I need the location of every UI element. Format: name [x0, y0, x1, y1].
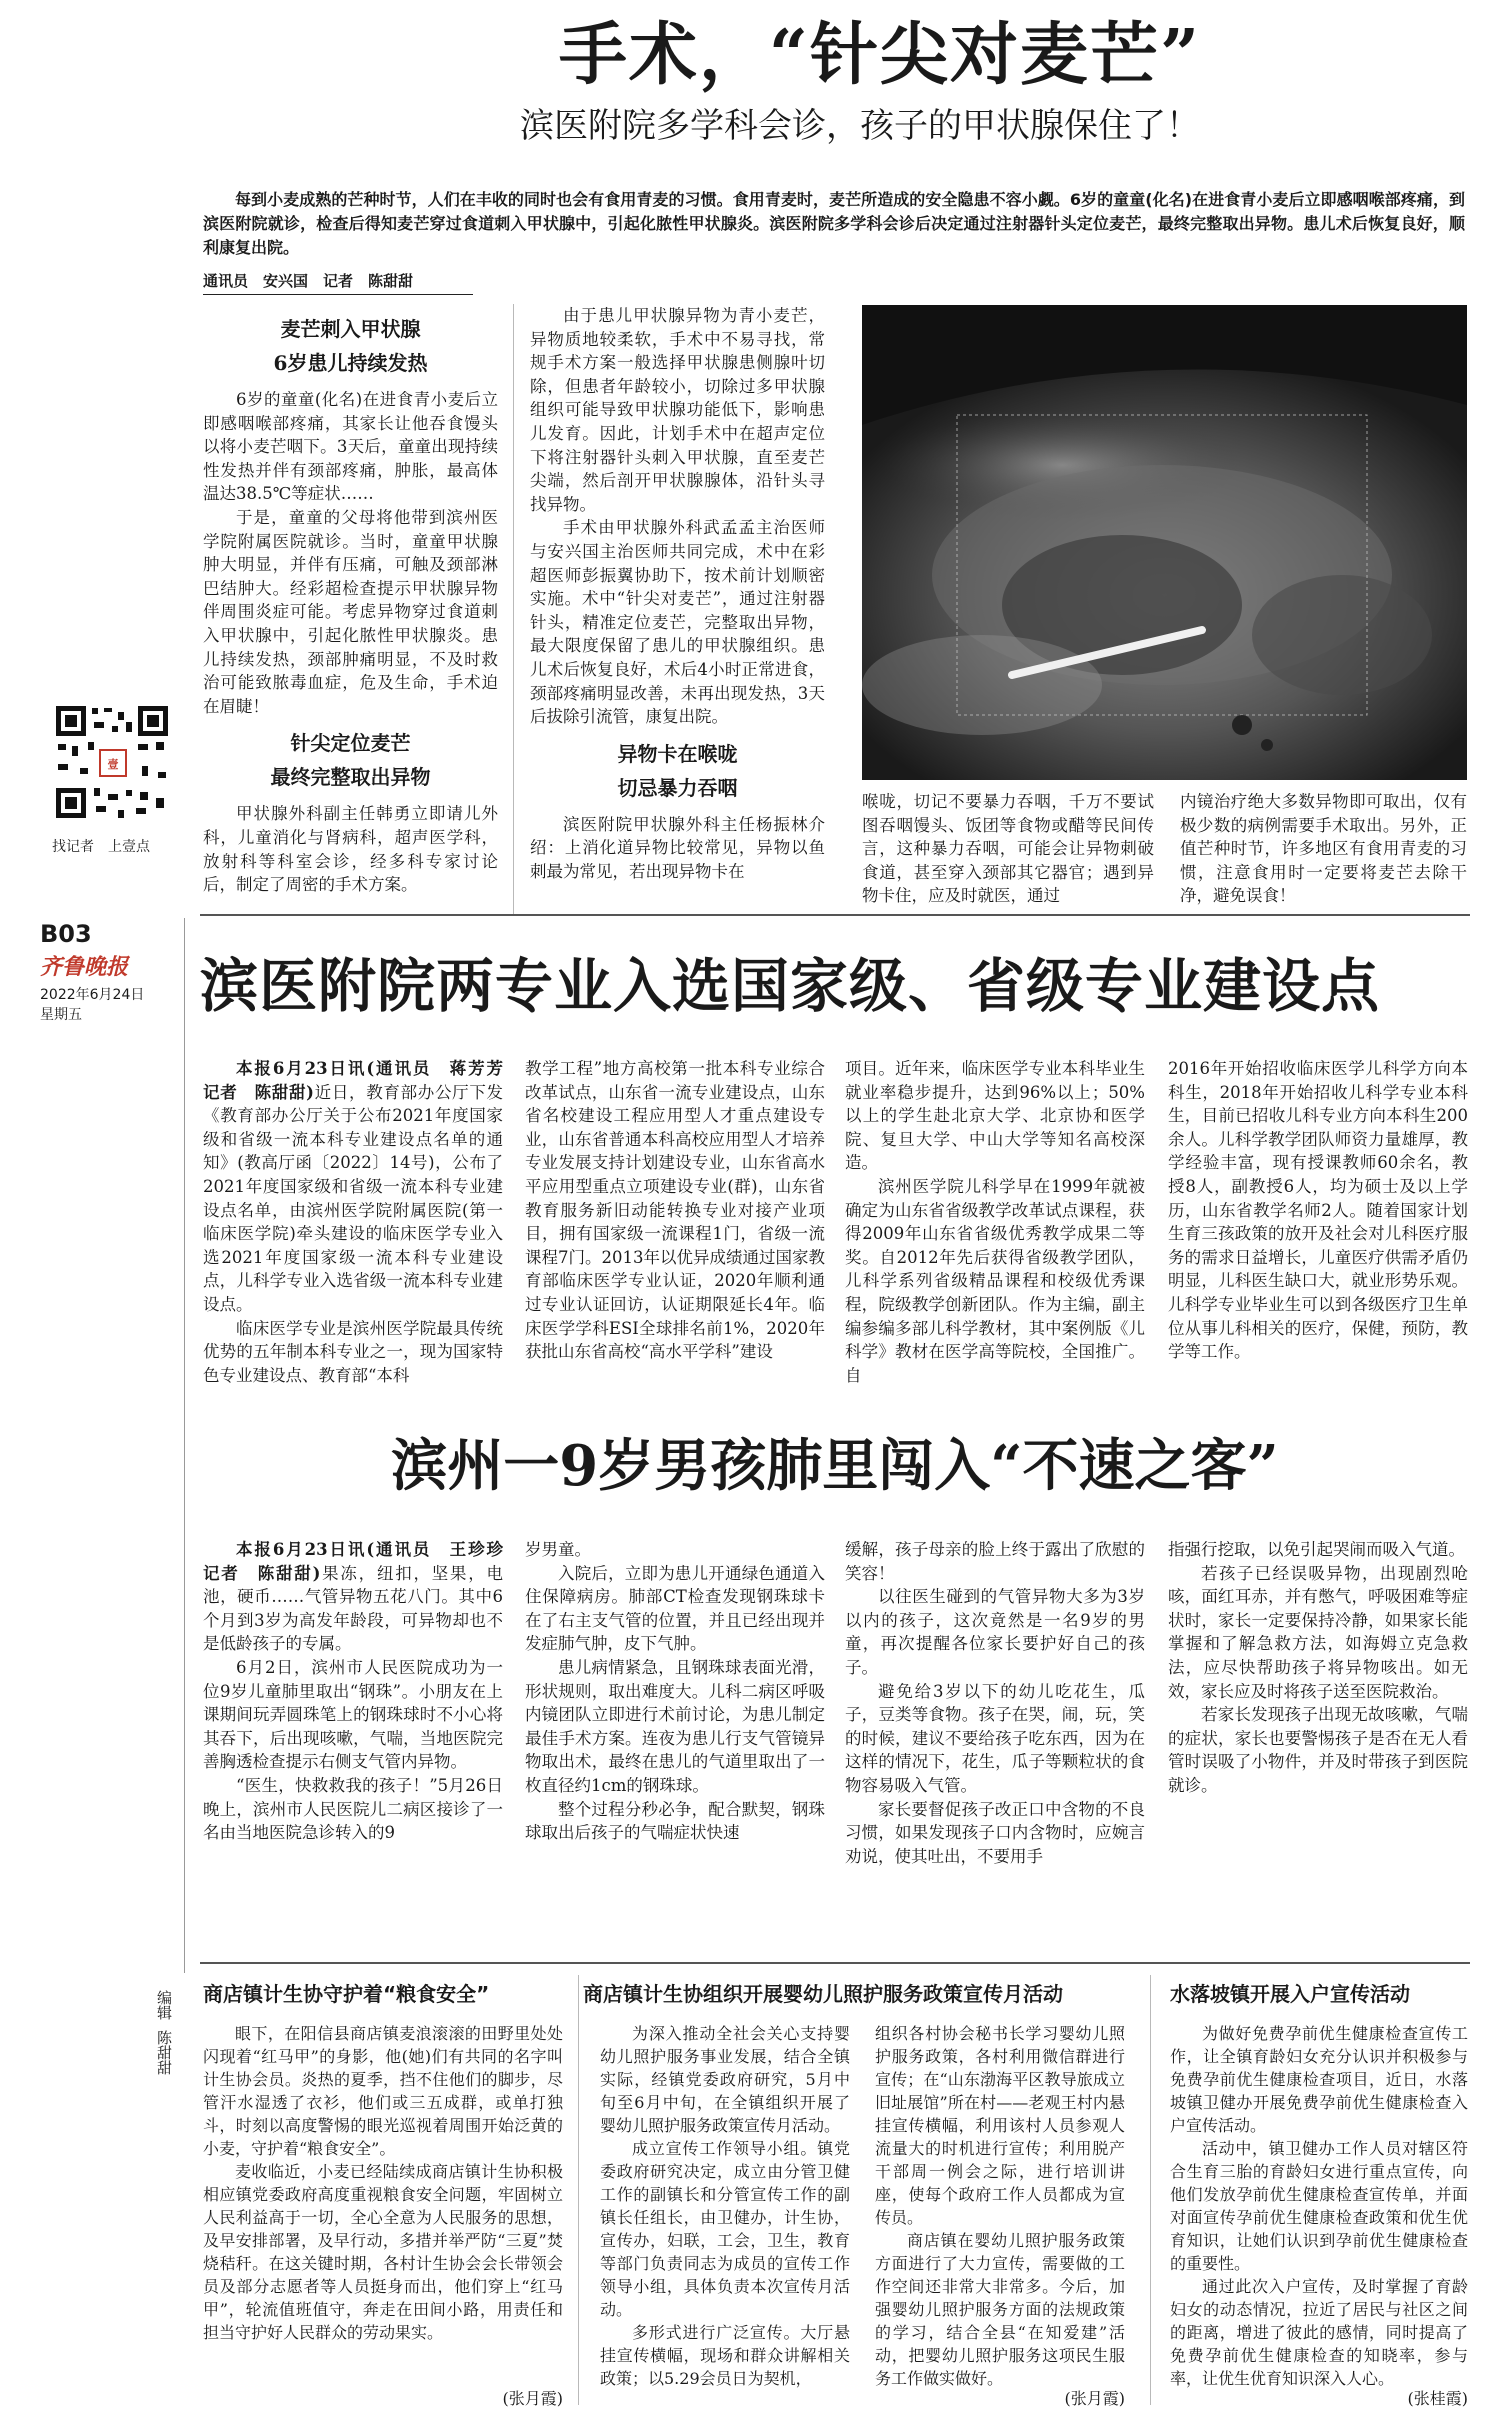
- column-divider: [513, 304, 514, 914]
- story1-byline-rule: [203, 294, 473, 295]
- brief1-body: 眼下，在阳信县商店镇麦浪滚滚的田野里处处闪现着“红马甲”的身影，他(她)们有共同的名字叫计生协会员。炎热的夏季，挡不住他们的脚步，尽管汗水湿透了衣衫，他们或三五成群，或单打独斗，时刻以高度警惕的眼光巡视着周围开始泛黄的小麦，守护着“粮食安全”。 麦收临近，小麦已经陆续成商店镇计生协积极相应镇党委政府高度重视粮食安全问题，牢固树立人民利益高于一切，全心全意为人民服务的思想，及早安排部署，及早行动，多措并举严防“三夏”焚烧秸秆。在这关键时期，各村计生协会会长带领会员及部分志愿者等人员挺身而出，他们穿上“红马甲”，轮流值班值守，奔走在田间小路，用责任和担当守护好人民群众的劳动果实。: [203, 2024, 563, 2342]
- story1-col3: 喉咙，切记不要暴力吞咽，千万不要试图吞咽馒头、饭团等食物或醋等民间传言，这种暴力吞咽，可能会让异物刺破食道，甚至穿入颈部其它器官；遇到异物卡住，应及时就医，通过: [862, 792, 1154, 906]
- story1-col4: 内镜治疗绝大多数异物即可取出，仅有极少数的病例需要手术取出。另外，正值芒种时节，许多地区有食用青麦的习惯，注意食用时一定要将麦芒去除干净，避免误食！: [1180, 792, 1467, 906]
- story3-col4: 指强行挖取，以免引起哭闹而吸入气道。 若孩子已经误吸异物，出现剧烈呛咳，面红耳赤，并有憋气，呼吸困难等症状时，家长一定要保持冷静，如果家长能掌握和了解急救方法，如海姆立克急救法，应尽快帮助孩子将异物咳出。如无效，家长应及时将孩子送至医院救治。 若家长发现孩子出现无故咳嗽，气喘的症状，家长也要警惕孩子是否在无人看管时误吸了小物件，并及时带孩子到医院就诊。: [1168, 1540, 1468, 1795]
- story1-col2: 由于患儿甲状腺异物为青小麦芒，异物质地较柔软，手术中不易寻找，常规手术方案一般选择甲状腺患侧腺叶切除，但患者年龄较小，切除过多甲状腺组织可能导致甲状腺功能低下，影响患儿发育。因此，计划手术中在超声定位下将注射器针头刺入甲状腺，直至麦芒尖端，然后剖开甲状腺腺体，沿针头寻找异物。 手术由甲状腺外科武孟孟主治医师与安兴国主治医师共同完成，术中在彩超医师彭振翼协助下，按术前计划顺密实施。术中“针尖对麦芒”，通过注射器针头，精准定位麦芒，完整取出异物，最大限度保留了患儿的甲状腺组织。患儿术后恢复良好，术后4小时正常进食，颈部疼痛明显改善，未再出现发热，3天后拔除引流管，康复出院。 异物卡在喉咙 切忌暴力吞咽 滨医附院甲状腺外科主任杨振林介绍：上消化道异物比较常见，异物以鱼刺最为常见，若出现异物卡在: [530, 306, 825, 881]
- story2-col2: 教学工程”地方高校第一批本科专业综合改革试点，山东省一流专业建设点，山东省名校建设工程应用型人才重点建设专业，山东省普通本科高校应用型人才培养专业发展支持计划建设专业，山东省高水平应用型重点立项建设专业(群)，山东省教育服务新旧动能转换专业对接产业项目，拥有国家级一流课程1门，省级一流课程7门。2013年以优异成绩通过国家教育部临床医学专业认证，2020年顺利通过专业认证回访，认证期限延长4年。临床医学学科ESI全球排名前1%，2020年获批山东省高校“高水平学科”建设: [525, 1059, 825, 1362]
- qr-caption: 找记者 上壹点: [52, 839, 150, 855]
- story3-col2: 岁男童。 入院后，立即为患儿开通绿色通道入住保障病房。肺部CT检查发现钢珠球卡在了右主支气管的位置，并且已经出现并发症肺气肿，皮下气肿。 患儿病情紧急，且钢珠球表面光滑，形状规则，取出难度大。儿科二病区呼吸内镜团队立即进行术前讨论，为患儿制定最佳手术方案。连夜为患儿行支气管镜异物取出术，最终在患儿的气道里取出了一枚直径约1cm的钢珠球。 整个过程分秒必争，配合默契，钢珠球取出后孩子的气喘症状快速: [525, 1540, 825, 1843]
- story1-subheadline: 滨医附院多学科会诊，孩子的甲状腺保住了！: [520, 106, 1200, 146]
- story2-headline: 滨医附院两专业入选国家级、省级专业建设点: [200, 952, 1381, 1020]
- issue-date: 2022年6月24日: [40, 987, 145, 1003]
- story1-byline: 通讯员 安兴国 记者 陈甜甜: [203, 272, 414, 290]
- story1-subhead-2: 针尖定位麦芒 最终完整取出异物: [270, 731, 431, 790]
- story1-col1: 麦芒刺入甲状腺 6岁患儿持续发热 6岁的童童(化名)在进食青小麦后立即感咽喉部疼痛，其家长让他吞食馒头以将小麦芒咽下。3天后，童童出现持续性发热并伴有颈部疼痛，肿胀，最高体温达38.5℃等症状…… 于是，童童的父母将他带到滨州医学院附属医院就诊。当时，童童甲状腺肿大明显，并伴有压痛，可触及颈部淋巴结肿大。经彩超检查提示甲状腺异物伴周围炎症可能。考虑异物穿过食道刺入甲状腺中，引起化脓性甲状腺炎。患儿持续发热，颈部肿痛明显，不及时救治可能致脓毒血症，危及生命，手术迫在眉睫！ 针尖定位麦芒 最终完整取出异物 甲状腺外科副主任韩勇立即请儿外科，儿童消化与肾病科，超声医学科，放射科等科室会诊，经多科专家讨论后，制定了周密的手术方案。: [203, 304, 498, 924]
- story3-col3: 缓解，孩子母亲的脸上终于露出了欣慰的笑容！ 以往医生碰到的气管异物大多为3岁以内的孩子，这次竟然是一名9岁的男童，再次提醒各位家长要护好自己的孩子。 避免给3岁以下的幼儿吃花生，瓜子，豆类等食物。孩子在哭，闹，玩，笑的时候，建议不要给孩子吃东西，因为在这样的情况下，花生，瓜子等颗粒状的食物容易吸入气管。 家长要督促孩子改正口中含物的不良习惯，如果发现孩子口内含物时，应婉言劝说，使其吐出，不要用手: [845, 1540, 1145, 1866]
- newspaper-logo: 齐鲁晚报: [40, 954, 129, 980]
- story1-lead: 每到小麦成熟的芒种时节，人们在丰收的同时也会有食用青麦的习惯。食用青麦时，麦芒所造成的安全隐患不容小觑。6岁的童童(化名)在进食青小麦后立即感咽喉部疼痛，到滨医附院就诊，检查后得知麦芒穿过食道刺入甲状腺中，引起化脓性甲状腺炎。滨医附院多学科会诊后决定通过注射器针头定位麦芒，最终完整取出异物。患儿术后恢复良好，顺利康复出院。: [203, 190, 1465, 257]
- masthead: [30, 916, 190, 1026]
- editor-name: 陈甜甜: [155, 2030, 173, 2075]
- brief1-headline: 商店镇计生协守护着“粮食安全”: [203, 1982, 490, 2006]
- story3-bottom-rule: [200, 1962, 1470, 1964]
- issue-weekday: 星期五: [40, 1007, 82, 1023]
- story3-col1: 本报6月23日讯(通讯员 王珍珍 记者 陈甜甜)果冻，纽扣，坚果，电池，硬币……气管异物五花八门。其中6个月到3岁为高发年龄段，可异物却也不是低龄孩子的专属。 6月2日，滨州市人民医院成功为一位9岁儿童肺里取出“钢珠”。小朋友在上课期间玩弄圆珠笔上的钢珠球时不小心将其吞下，后出现咳嗽，气喘，当地医院完善胸透检查提示右侧支气管内异物。 “医生，快救救我的孩子！”5月26日晚上，滨州市人民医院儿二病区接诊了一名由当地医院急诊转入的9: [203, 1540, 520, 1843]
- page-number: B03: [40, 920, 92, 948]
- brief3-sign: (张桂霞): [1407, 2389, 1468, 2408]
- story1-subhead-1: 麦芒刺入甲状腺 6岁患儿持续发热: [273, 317, 428, 375]
- brief3-body: 为做好免费孕前优生健康检查宣传工作，让全镇育龄妇女充分认识并积极参与免费孕前优生健康检查项目，近日，水落坡镇卫健办开展免费孕前优生健康检查入户宣传活动。 活动中，镇卫健办工作人员对辖区符合生育三胎的育龄妇女进行重点宣传，向他们发放孕前优生健康检查宣传单，并面对面宣传孕前优生健康检查政策和优生优育知识，让她们认识到孕前优生健康检查的重要性。 通过此次入户宣传，及时掌握了育龄妇女的动态情况，拉近了居民与社区之间的距离，增进了彼此的感情，同时提高了免费孕前优生健康检查的知晓率，参与率，让优生优育知识深入人心。: [1170, 2024, 1468, 2388]
- story1-bottom-rule: [200, 914, 1470, 916]
- story2-dateline: 本报6月23日讯(通讯员 蒋芳芳 记者 陈甜甜): [203, 1059, 520, 1102]
- qr-code: [52, 702, 172, 822]
- brief1-sign: (张月霞): [502, 2389, 563, 2408]
- story1-subhead-3: 异物卡在喉咙 切忌暴力吞咽: [617, 741, 738, 800]
- story3-dateline: 本报6月23日讯(通讯员 王珍珍 记者 陈甜甜): [203, 1540, 520, 1583]
- ultrasound-scan-graphic: [862, 305, 1467, 780]
- svg-text:壹: 壹: [107, 758, 119, 771]
- brief2-sign: (张月霞): [1064, 2389, 1125, 2408]
- editor-credit: [152, 1990, 176, 2075]
- masthead-divider: [184, 918, 185, 1973]
- story2-col4: 2016年开始招收临床医学儿科学方向本科生，2018年开始招收儿科学专业本科生，目前已招收儿科专业方向本科生200余人。儿科学教学团队师资力量雄厚，教学经验丰富，现有授课教师60余名，教授8人，副教授6人，均为硕士及以上学历，山东省教学名师2人。随着国家计划生育三孩政策的放开及社会对儿科医疗服务的需求日益增长，儿童医疗供需矛盾仍明显，儿科医生缺口大，就业形势乐观。儿科学专业毕业生可以到各级医疗卫生单位从事儿科相关的医疗，保健，预防，教学等工作。: [1168, 1059, 1468, 1362]
- story1-headline: 手术，“针尖对麦芒”: [558, 15, 1202, 95]
- ultrasound-image: [862, 305, 1467, 780]
- brief-divider-2: [1150, 1975, 1151, 2405]
- brief2-col1: 为深入推动全社会关心支持婴幼儿照护服务事业发展，结合全镇实际，经镇党委政府研究，5月中旬至6月中旬，在全镇组织开展了婴幼儿照护服务政策宣传月活动。 成立宣传工作领导小组。镇党委政府研究决定，成立由分管卫健工作的副镇长和分管宣传工作的副镇长任组长，由卫健办，计生协，宣传办，妇联，工会，卫生，教育等部门负责同志为成员的宣传工作领导小组，具体负责本次宣传月活动。 多形式进行广泛宣传。大厅悬挂宣传横幅，现场和群众讲解相关政策；以5.29会员日为契机，: [600, 2024, 850, 2388]
- story3-headline: 滨州一9岁男孩肺里闯入“不速之客”: [391, 1433, 1279, 1499]
- story2-col3: 项目。近年来，临床医学专业本科毕业生就业率稳步提升，达到96%以上；50%以上的学生赴北京大学、北京协和医学院、复旦大学、中山大学等知名高校深造。 滨州医学院儿科学早在1999年就被确定为山东省省级教学改革试点课程，获得2009年山东省省级优秀教学成果二等奖。自2012年先后获得省级教学团队，儿科学系列省级精品课程和校级优秀课程，院级教学创新团队。作为主编，副主编参编多部儿科学教材，其中案例版《儿科学》教材在医学高等院校，全国推广。自: [845, 1059, 1145, 1385]
- brief2-headline: 商店镇计生协组织开展婴幼儿照护服务政策宣传月活动: [583, 1982, 1063, 2006]
- brief3-headline: 水落坡镇开展入户宣传活动: [1170, 1982, 1410, 2006]
- brief-divider-1: [578, 1975, 579, 2405]
- brief2-col2: 组织各村协会秘书长学习婴幼儿照护服务政策，各村利用微信群进行宣传；在“山东渤海平区教导旅成立旧址展馆”所在村——老观王村内悬挂宣传横幅，利用该村人员参观人流量大的时机进行宣传；利用脱产干部周一例会之际，进行培训讲座，使每个政府工作人员都成为宣传员。 商店镇在婴幼儿照护服务政策方面进行了大力宣传，需要做的工作空间还非常大非常多。今后，加强婴幼儿照护服务方面的法规政策的学习，结合全县“在知爱建”活动，把婴幼儿照护服务这项民生服务工作做实做好。: [875, 2024, 1125, 2388]
- editor-label: 编辑: [155, 1990, 173, 2020]
- story2-col1: 本报6月23日讯(通讯员 蒋芳芳 记者 陈甜甜)近日，教育部办公厅下发《教育部办公厅关于公布2021年度国家级和省级一流本科专业建设点名单的通知》(教高厅函〔2022〕14号)，公布了2021年度国家级和省级一流本科专业建设点名单，由滨州医学院附属医院(第一临床医学院)牵头建设的临床医学专业入选2021年度国家级一流本科专业建设点，儿科学专业入选省级一流本科专业建设点。 临床医学专业是滨州医学院最具传统优势的五年制本科专业之一，现为国家特色专业建设点、教育部“本科: [203, 1059, 520, 1385]
